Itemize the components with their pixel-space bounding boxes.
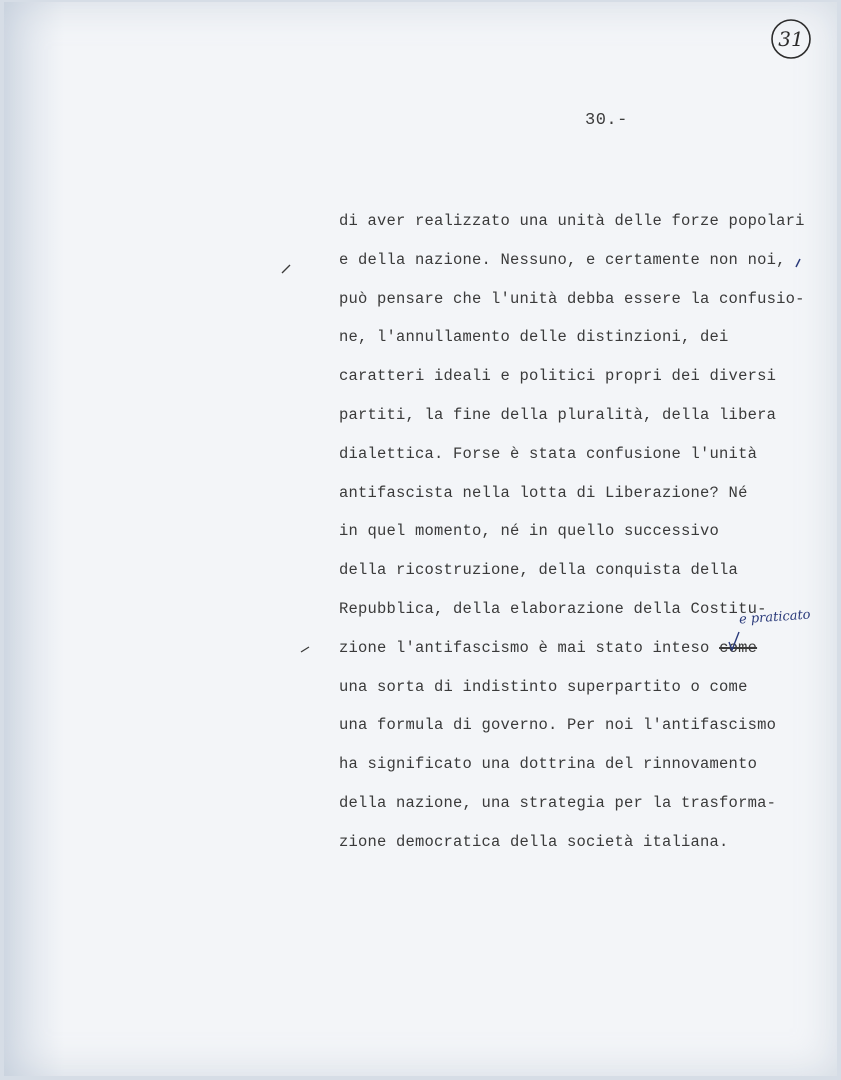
text-line: di aver realizzato una unità delle forze popolari [339, 212, 805, 230]
text-line: antifascista nella lotta di Liberazione? Né [339, 483, 748, 502]
comma-correction-mark [793, 258, 803, 268]
text-line: partiti, la fine della pluralità, della libera [339, 405, 777, 424]
typed-text-body [339, 206, 839, 866]
page-number: 30.- [585, 111, 628, 130]
margin-tick-mark [281, 264, 291, 274]
text-line: e della nazione. Nessuno, e certamente non noi, [339, 250, 786, 269]
insertion-caret-mark [727, 630, 741, 652]
text-line: dialettica. Forse è stata confusione l'unità [339, 444, 758, 463]
text-line: della nazione, una strategia per la trasforma- [339, 793, 777, 812]
text-line: Repubblica, della elaborazione della Costitu- [339, 599, 767, 618]
text-line: ha significato una dottrina del rinnovamento [339, 755, 758, 774]
struck-out-word: come [719, 638, 758, 657]
archive-number-text: 31 [778, 27, 804, 51]
text-line: in quel momento, né in quello successivo [339, 522, 720, 541]
text-line-with-correction [339, 633, 839, 672]
page-edge-shadow [4, 2, 64, 1076]
text-line: una formula di governo. Per noi l'antifascismo [339, 716, 777, 735]
text-line-fragment: zione l'antifascismo è mai stato inteso [339, 638, 720, 657]
archive-number-stamp [770, 18, 812, 60]
margin-tick-mark [300, 644, 310, 654]
text-line: ne, l'annullamento delle distinzioni, dei [339, 328, 729, 347]
text-line: della ricostruzione, della conquista della [339, 561, 739, 580]
text-line: caratteri ideali e politici propri dei diversi [339, 367, 777, 386]
text-line: una sorta di indistinto superpartito o come [339, 677, 748, 696]
text-line: zione democratica della società italiana. [339, 832, 729, 851]
handwritten-insertion: e praticato [738, 607, 812, 628]
text-line: può pensare che l'unità debba essere la confusio- [339, 289, 805, 308]
